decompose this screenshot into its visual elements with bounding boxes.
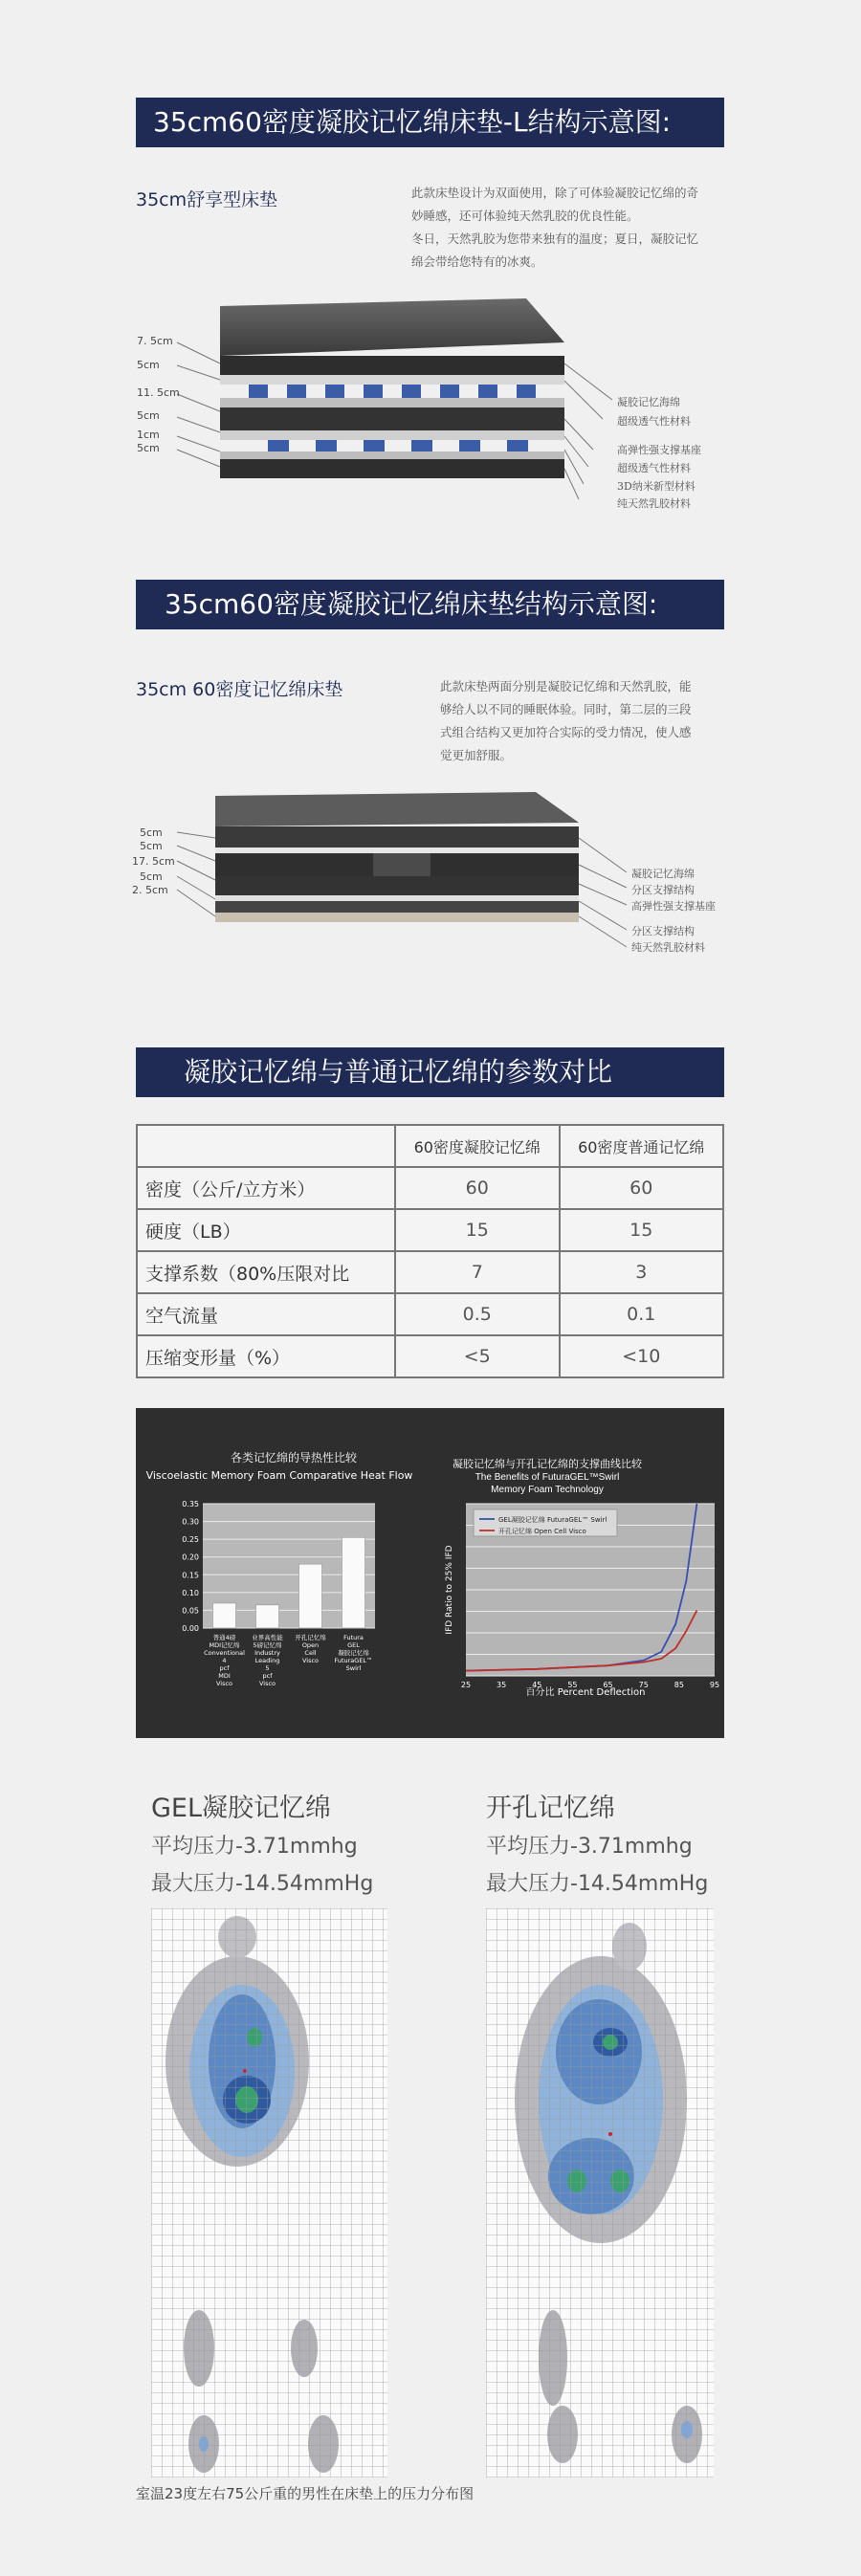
bar-category-label <box>295 1633 326 1664</box>
material-label: 超级透气性材料 <box>617 462 691 474</box>
table-cell: 15 <box>560 1209 724 1251</box>
bar-ytick-label: 0.20 <box>182 1552 199 1562</box>
line-legend-label: GEL凝胶记忆绵 FuturaGEL™ Swirl <box>498 1516 607 1524</box>
table-cell: 3 <box>560 1251 724 1293</box>
pressure-right-title: 开孔记忆绵 <box>486 1794 615 1823</box>
table-cell: 60 <box>395 1167 560 1209</box>
pressure-right-avg: 平均压力-3.71mmhg <box>486 1835 693 1859</box>
line-chart-title: 凝胶记忆绵与开孔记忆绵的支撑曲线比较 <box>453 1458 642 1470</box>
pressure-caption: 室温23度左右75公斤重的男性在床垫上的压力分布图 <box>136 2485 475 2502</box>
line-xtick-label: 35 <box>497 1681 507 1689</box>
table-header-cell <box>137 1125 395 1167</box>
layer-label: 5cm <box>140 826 163 839</box>
bar-category-word: Leading <box>254 1657 280 1664</box>
desc-line: 绵会带给您特有的冰爽。 <box>411 254 543 269</box>
bar-ytick-label: 0.00 <box>182 1624 199 1633</box>
section1-subtitle: 35cm舒享型床垫 <box>136 189 278 210</box>
pressure-map-open-cell <box>486 1908 714 2477</box>
material-label: 超级透气性材料 <box>617 415 691 428</box>
table-row <box>137 1335 723 1377</box>
charts-panel <box>136 1408 724 1738</box>
bar <box>342 1537 365 1628</box>
section3-banner: 凝胶记忆绵与普通记忆绵的参数对比 <box>136 1047 724 1097</box>
bar <box>299 1564 322 1628</box>
bar-category-word: 业界高性能 <box>252 1634 283 1641</box>
desc-line: 式组合结构又更加符合实际的受力情况，使人感 <box>440 725 692 739</box>
line-chart-subtitle-box <box>461 1471 633 1506</box>
bar <box>256 1605 279 1628</box>
bar-category-word: Visco <box>215 1680 233 1687</box>
bar-category-word: Futura <box>343 1634 364 1641</box>
bar-category-word: Visco <box>258 1680 276 1687</box>
desc-line: 冬日，天然乳胶为您带来独有的温度；夏日，凝胶记忆 <box>411 231 699 246</box>
bar <box>213 1603 236 1628</box>
bar-category-word: 普通4磅 <box>212 1634 236 1641</box>
bar-category-word: MDI <box>218 1672 231 1680</box>
line-xtick-label: 65 <box>603 1681 613 1689</box>
line-xlabel: 百分比 Percent Deflection <box>525 1687 646 1698</box>
layer-label: 5cm <box>137 359 160 371</box>
bar-chart-title: 各类记忆绵的导热性比较 <box>230 1451 358 1464</box>
bar-category-label <box>252 1633 283 1687</box>
table-row <box>137 1209 723 1251</box>
pressure-map-gel <box>151 1908 387 2477</box>
mattress-diagram <box>0 784 861 957</box>
material-label: 高弹性强支撑基座 <box>631 900 716 913</box>
bar-category-word: Visco <box>301 1657 320 1664</box>
line-legend-label: 开孔记忆绵 Open Cell Visco <box>498 1528 586 1535</box>
section2-banner: 35cm60密度凝胶记忆绵床垫结构示意图: <box>136 580 724 629</box>
layer-label: 2. 5cm <box>132 884 168 896</box>
material-label: 凝胶记忆海绵 <box>631 868 695 880</box>
comparison-table <box>136 1124 724 1378</box>
section1-description <box>411 182 698 274</box>
bar-category-word: FuturaGEL™ <box>334 1657 373 1664</box>
layer-label: 5cm <box>140 870 163 883</box>
bar-ytick-label: 0.10 <box>182 1588 199 1597</box>
desc-line: 妙睡感，还可体验纯天然乳胶的优良性能。 <box>411 209 639 223</box>
bar-category-word: 5磅记忆绵 <box>253 1641 282 1649</box>
material-label: 高弹性强支撑基座 <box>617 444 701 456</box>
bar-category-word: Industry <box>254 1649 280 1657</box>
bar-category-word: MDI记忆绵 <box>209 1641 240 1649</box>
bar-category-word: Cell <box>304 1649 317 1657</box>
layer-label: 11. 5cm <box>137 386 180 399</box>
line-chart-subtitle: The Benefits of FuturaGEL™Swirl Memory Foam Technology <box>475 1472 620 1495</box>
pressure-left-max: 最大压力-14.54mmHg <box>151 1872 374 1896</box>
table-cell: 空气流量 <box>137 1293 395 1335</box>
bar-category-word: 开孔记忆绵 <box>295 1634 326 1641</box>
table-cell: 0.1 <box>560 1293 724 1335</box>
table-cell: 密度（公斤/立方米） <box>137 1167 395 1209</box>
bar-category-word: 4 <box>222 1657 227 1664</box>
bar-category-word: 凝胶记忆绵 <box>338 1649 369 1657</box>
bar-ytick-label: 0.25 <box>182 1535 199 1545</box>
layer-label: 7. 5cm <box>137 335 173 347</box>
section2-subtitle: 35cm 60密度记忆绵床垫 <box>136 679 343 700</box>
section1-banner: 35cm60密度凝胶记忆绵床垫-L结构示意图: <box>136 98 724 147</box>
material-label: 纯天然乳胶材料 <box>617 497 691 510</box>
desc-line: 觉更加舒服。 <box>440 748 513 762</box>
pressure-left-title: GEL凝胶记忆绵 <box>151 1794 332 1823</box>
table-cell: <5 <box>395 1335 560 1377</box>
table-cell: 15 <box>395 1209 560 1251</box>
pressure-left-avg: 平均压力-3.71mmhg <box>151 1835 358 1859</box>
line-xtick-label: 45 <box>532 1681 542 1689</box>
material-label: 分区支撑结构 <box>631 884 695 896</box>
bar-category-word: Conventional <box>204 1649 245 1657</box>
line-xtick-label: 85 <box>673 1681 684 1689</box>
table-row <box>137 1251 723 1293</box>
mattress-l-diagram <box>0 287 861 517</box>
line-xtick-label: 95 <box>709 1681 720 1689</box>
layer-label: 5cm <box>137 442 160 454</box>
line-xtick-label: 55 <box>567 1681 578 1689</box>
table-row <box>137 1167 723 1209</box>
layer-label: 5cm <box>137 409 160 422</box>
table-header-cell: 60密度普通记忆绵 <box>560 1125 724 1167</box>
table-cell: 压缩变形量（%） <box>137 1335 395 1377</box>
bar-category-word: pcf <box>262 1672 273 1680</box>
table-cell: 硬度（LB） <box>137 1209 395 1251</box>
material-label: 凝胶记忆海绵 <box>617 396 680 408</box>
layer-label: 5cm <box>140 840 163 852</box>
material-label: 分区支撑结构 <box>631 925 695 937</box>
bar-ytick-label: 0.30 <box>182 1517 199 1527</box>
line-ylabel: IFD Ratio to 25% IFD <box>445 1545 454 1635</box>
bar-chart-subtitle: Viscoelastic Memory Foam Comparative Heat Flow <box>145 1469 413 1482</box>
line-xtick-label: 75 <box>638 1681 649 1689</box>
layer-label: 17. 5cm <box>132 855 175 868</box>
bar-ytick-label: 0.15 <box>182 1571 199 1580</box>
section2-description <box>440 675 692 767</box>
bar-ytick-label: 0.35 <box>182 1500 199 1508</box>
line-xtick-label: 25 <box>460 1681 472 1689</box>
bar-category-word: pcf <box>219 1664 230 1672</box>
desc-line: 此款床垫两面分别是凝胶记忆绵和天然乳胶，能 <box>440 679 692 694</box>
table-header-row <box>137 1125 723 1167</box>
table-cell: <10 <box>560 1335 724 1377</box>
desc-line: 够给人以不同的睡眠体验。同时，第二层的三段 <box>440 702 692 716</box>
bar-category-label <box>334 1634 372 1672</box>
table-cell: 0.5 <box>395 1293 560 1335</box>
bar-category-label <box>204 1633 245 1687</box>
pressure-right-max: 最大压力-14.54mmHg <box>486 1872 709 1896</box>
bar-category-word: Open <box>301 1641 320 1649</box>
material-label: 3D纳米新型材料 <box>617 480 695 493</box>
layer-label: 1cm <box>137 429 160 441</box>
bar-category-word: 5 <box>265 1664 270 1672</box>
desc-line: 此款床垫设计为双面使用，除了可体验凝胶记忆绵的奇 <box>411 186 699 200</box>
table-cell: 支撑系数（80%压限对比 <box>137 1251 395 1293</box>
table-row <box>137 1293 723 1335</box>
table-header-cell: 60密度凝胶记忆绵 <box>395 1125 560 1167</box>
bar-category-word: GEL <box>347 1641 360 1649</box>
bar-ytick-label: 0.05 <box>182 1606 199 1616</box>
material-label: 纯天然乳胶材料 <box>631 941 705 954</box>
table-cell: 60 <box>560 1167 724 1209</box>
bar-category-word: Swirl <box>345 1664 362 1672</box>
table-cell: 7 <box>395 1251 560 1293</box>
charts-svg <box>136 1408 724 1738</box>
